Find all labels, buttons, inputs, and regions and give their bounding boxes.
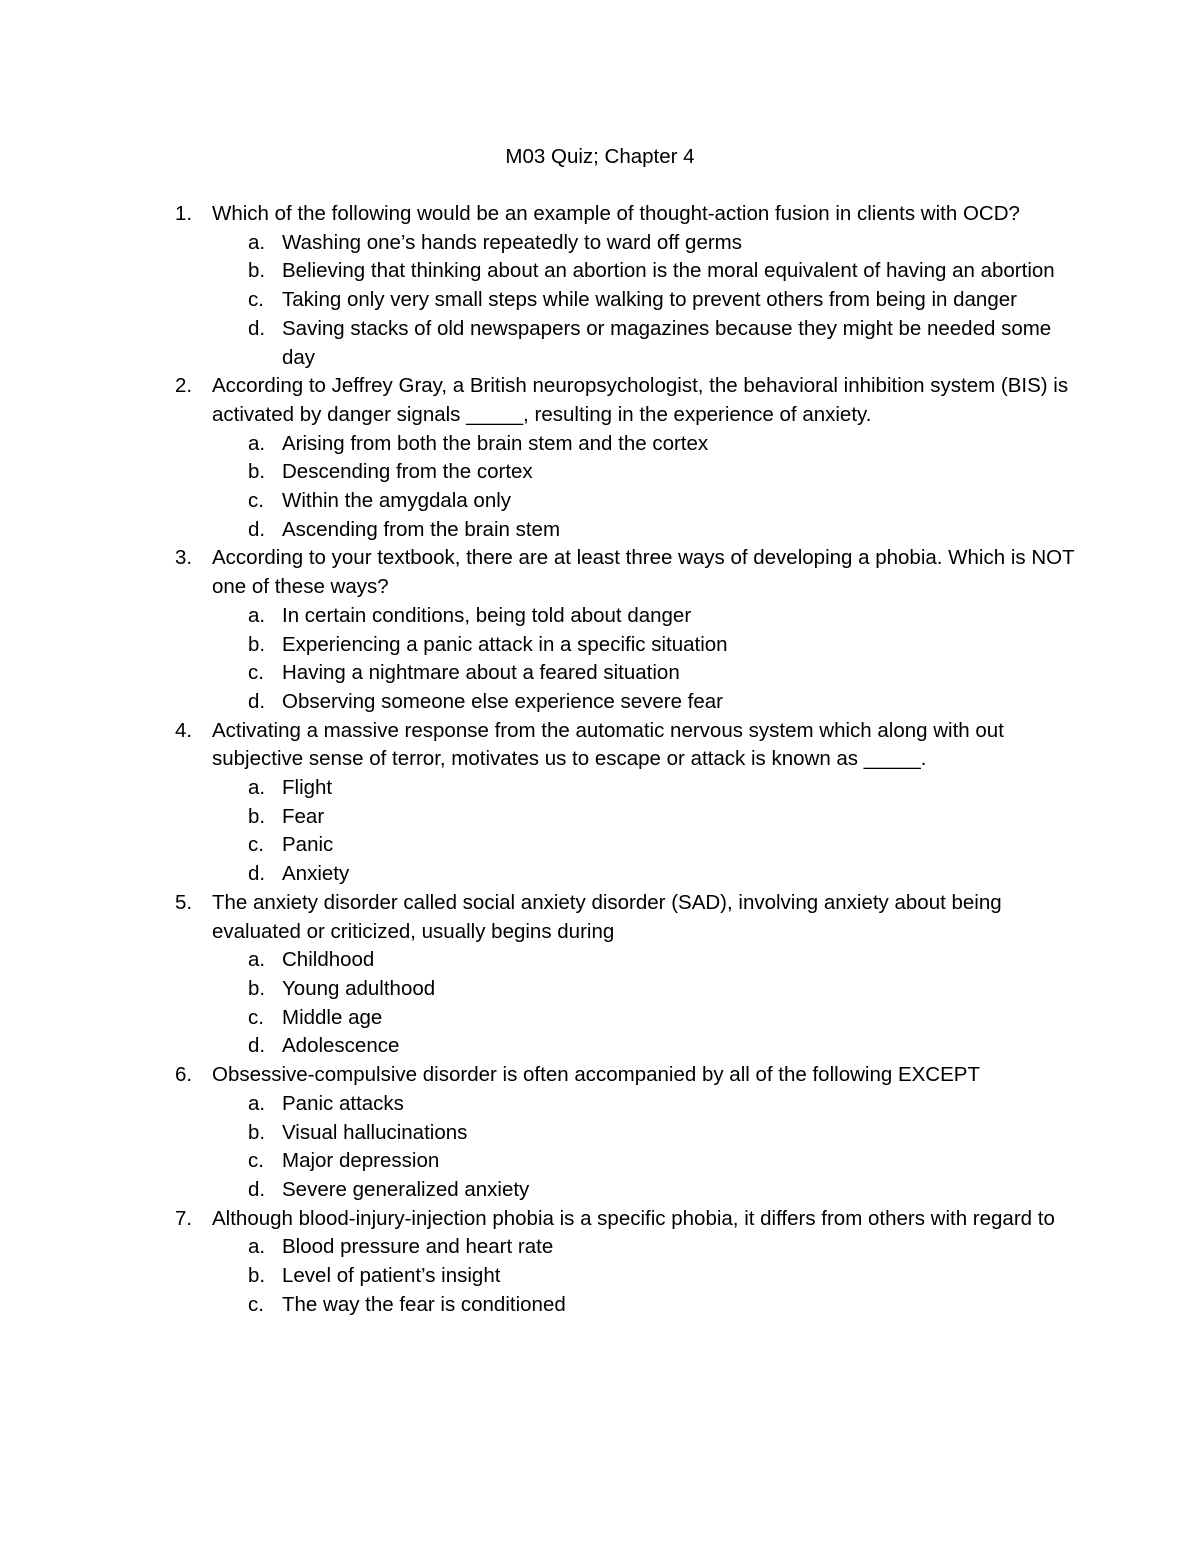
option-letter: d.	[248, 517, 266, 541]
question-number: 6.	[175, 1063, 193, 1087]
option-item	[212, 688, 1080, 717]
option-item	[212, 1032, 1080, 1061]
option-letter: b.	[248, 632, 266, 656]
option-item	[212, 659, 1080, 688]
option-item	[212, 774, 1080, 803]
option-item	[212, 1176, 1080, 1205]
option-letter: d.	[248, 1034, 266, 1058]
option-item	[212, 1262, 1080, 1291]
option-list	[212, 229, 1080, 373]
question-number: 1.	[175, 202, 193, 225]
option-text: Having a nightmare about a feared situation	[282, 661, 680, 685]
option-letter: a.	[248, 1091, 266, 1115]
option-item	[212, 257, 1080, 286]
option-text: Childhood	[282, 948, 375, 972]
option-item	[212, 1233, 1080, 1262]
option-letter: c.	[248, 1292, 264, 1316]
option-text: Visual hallucinations	[282, 1120, 468, 1144]
question-item	[0, 889, 1200, 1061]
question-text: Which of the following would be an example of thought-action fusion in clients with OCD?	[212, 202, 1020, 225]
option-text: Blood pressure and heart rate	[282, 1235, 554, 1259]
option-item	[212, 1291, 1080, 1320]
option-text: Ascending from the brain stem	[282, 517, 561, 541]
option-list	[212, 1090, 1080, 1205]
option-letter: b.	[248, 804, 266, 828]
question-item	[0, 544, 1200, 716]
option-item	[212, 831, 1080, 860]
option-letter: d.	[248, 862, 266, 886]
question-text: Although blood-injury-injection phobia is a specific phobia, it differs from others with regard to	[212, 1206, 1055, 1230]
option-letter: c.	[248, 1149, 264, 1173]
option-letter: d.	[248, 1177, 266, 1201]
option-item	[212, 602, 1080, 631]
option-item	[212, 487, 1080, 516]
option-text: Fear	[282, 804, 325, 828]
question-number: 5.	[175, 890, 193, 914]
option-list	[212, 1233, 1080, 1319]
option-text: Taking only very small steps while walking to prevent others from being in danger	[282, 288, 1017, 312]
option-letter: b.	[248, 259, 266, 283]
question-item	[0, 372, 1200, 544]
option-text: Major depression	[282, 1149, 440, 1173]
question-item	[0, 717, 1200, 889]
question-number: 4.	[175, 718, 193, 742]
option-text: Flight	[282, 776, 333, 800]
question-number: 7.	[175, 1206, 193, 1230]
option-letter: a.	[248, 431, 266, 455]
option-text: Anxiety	[282, 862, 350, 886]
option-letter: a.	[248, 948, 266, 972]
option-list	[212, 774, 1080, 889]
question-text: According to Jeffrey Gray, a British neuropsychologist, the behavioral inhibition system (BIS) is activated by danger signals _____, resulting in the experience of anxiety.	[212, 374, 1069, 426]
option-letter: b.	[248, 460, 266, 484]
option-text: Adolescence	[282, 1034, 400, 1058]
option-text: In certain conditions, being told about danger	[282, 603, 692, 627]
option-letter: c.	[248, 1005, 264, 1029]
option-letter: a.	[248, 603, 266, 627]
option-letter: b.	[248, 1264, 266, 1288]
option-text: Believing that thinking about an abortion is the moral equivalent of having an abortion	[282, 259, 1055, 283]
question-item	[0, 1205, 1200, 1320]
option-text: Level of patient’s insight	[282, 1264, 501, 1288]
question-number: 2.	[175, 374, 193, 398]
question-text: The anxiety disorder called social anxiety disorder (SAD), involving anxiety about being evaluated or criticized, usually begins during	[212, 890, 1002, 943]
option-item	[212, 1147, 1080, 1176]
option-text: Middle age	[282, 1005, 383, 1029]
option-list	[212, 430, 1080, 545]
option-list	[212, 602, 1080, 717]
option-item	[212, 803, 1080, 832]
option-text: Saving stacks of old newspapers or magazines because they might be needed some day	[282, 316, 1052, 369]
option-item	[212, 975, 1080, 1004]
option-text: Observing someone else experience severe fear	[282, 689, 723, 713]
question-text: Activating a massive response from the automatic nervous system which along with out subjective sense of terror, motivates us to escape or attack is known as _____.	[212, 718, 1004, 771]
option-item	[212, 229, 1080, 258]
question-text: Obsessive-compulsive disorder is often accompanied by all of the following EXCEPT	[212, 1063, 980, 1087]
option-text: Within the amygdala only	[282, 489, 512, 513]
question-item	[0, 1061, 1200, 1205]
option-letter: c.	[248, 833, 264, 857]
option-letter: a.	[248, 230, 266, 254]
option-item	[212, 946, 1080, 975]
option-letter: a.	[248, 776, 266, 800]
page-title: M03 Quiz; Chapter 4	[505, 145, 695, 168]
option-text: Panic attacks	[282, 1091, 404, 1115]
option-item	[212, 315, 1080, 372]
option-text: Panic	[282, 833, 334, 857]
option-letter: c.	[248, 661, 264, 685]
option-text: The way the fear is conditioned	[282, 1292, 566, 1316]
question-list	[0, 200, 1200, 1319]
option-letter: d.	[248, 316, 266, 340]
option-list	[212, 946, 1080, 1061]
option-item	[212, 1119, 1080, 1148]
option-text: Young adulthood	[282, 976, 436, 1000]
option-item	[212, 430, 1080, 459]
question-text: According to your textbook, there are at least three ways of developing a phobia. Which is NOT one of these ways?	[212, 546, 1075, 599]
question-item	[0, 200, 1200, 372]
option-item	[212, 516, 1080, 545]
option-item	[212, 458, 1080, 487]
option-letter: a.	[248, 1235, 266, 1259]
option-text: Arising from both the brain stem and the cortex	[282, 431, 709, 455]
option-letter: d.	[248, 689, 266, 713]
option-letter: c.	[248, 288, 264, 312]
option-item	[212, 1090, 1080, 1119]
option-letter: b.	[248, 1120, 266, 1144]
option-text: Descending from the cortex	[282, 460, 533, 484]
option-item	[212, 286, 1080, 315]
option-letter: b.	[248, 976, 266, 1000]
question-number: 3.	[175, 546, 193, 570]
option-letter: c.	[248, 489, 264, 513]
option-item	[212, 1004, 1080, 1033]
option-item	[212, 631, 1080, 660]
option-text: Experiencing a panic attack in a specific situation	[282, 632, 728, 656]
option-text: Severe generalized anxiety	[282, 1177, 530, 1201]
option-item	[212, 860, 1080, 889]
option-text: Washing one’s hands repeatedly to ward off germs	[282, 230, 742, 254]
